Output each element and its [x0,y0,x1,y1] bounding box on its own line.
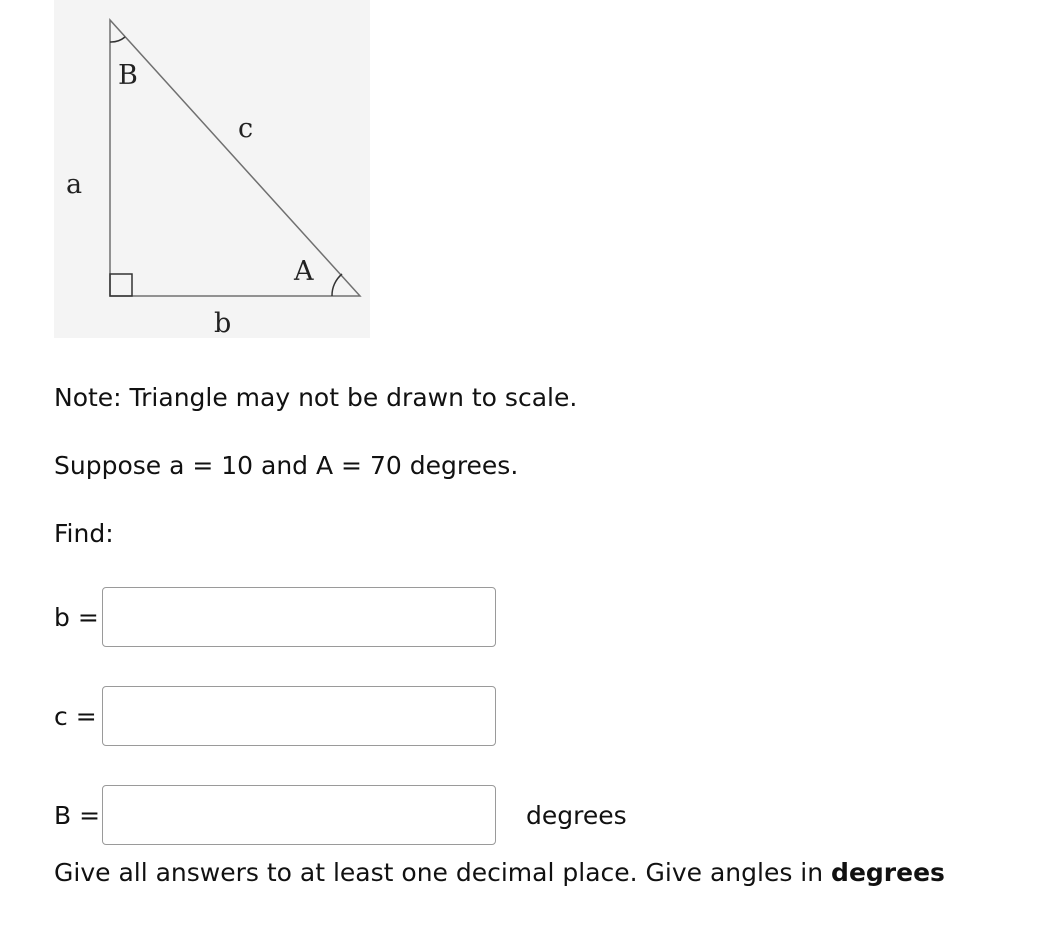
instructions [54,858,945,888]
label-c: c [238,113,254,144]
answer-row-B [54,785,627,845]
label-a: a [66,169,83,200]
field-label-c: c = [54,701,97,731]
scale-note: Note: Triangle may not be drawn to scale. [54,383,578,412]
given-values: Suppose a = 10 and A = 70 degrees. [54,451,519,480]
field-label-B: B = [54,800,101,830]
unit-degrees: degrees [526,800,627,830]
angle-A-arc [332,274,342,296]
answer-input-b[interactable] [102,587,496,647]
answer-row-b [54,587,496,647]
label-A: A [294,256,314,287]
field-label-b: b = [54,602,99,632]
answer-row-c [54,686,496,746]
answer-input-B[interactable] [102,785,496,845]
angle-B-arc [110,37,125,42]
find-heading: Find: [54,519,114,548]
answer-input-c[interactable] [102,686,496,746]
instructions-emphasis: degrees [831,858,945,887]
right-angle-marker [110,274,132,296]
triangle-outline [110,20,360,296]
instructions-text: Give all answers to at least one decimal place. Give angles in [54,858,832,887]
triangle-figure [54,0,370,338]
right-triangle-diagram [54,0,370,338]
label-B: B [118,60,138,91]
label-b: b [214,308,232,338]
